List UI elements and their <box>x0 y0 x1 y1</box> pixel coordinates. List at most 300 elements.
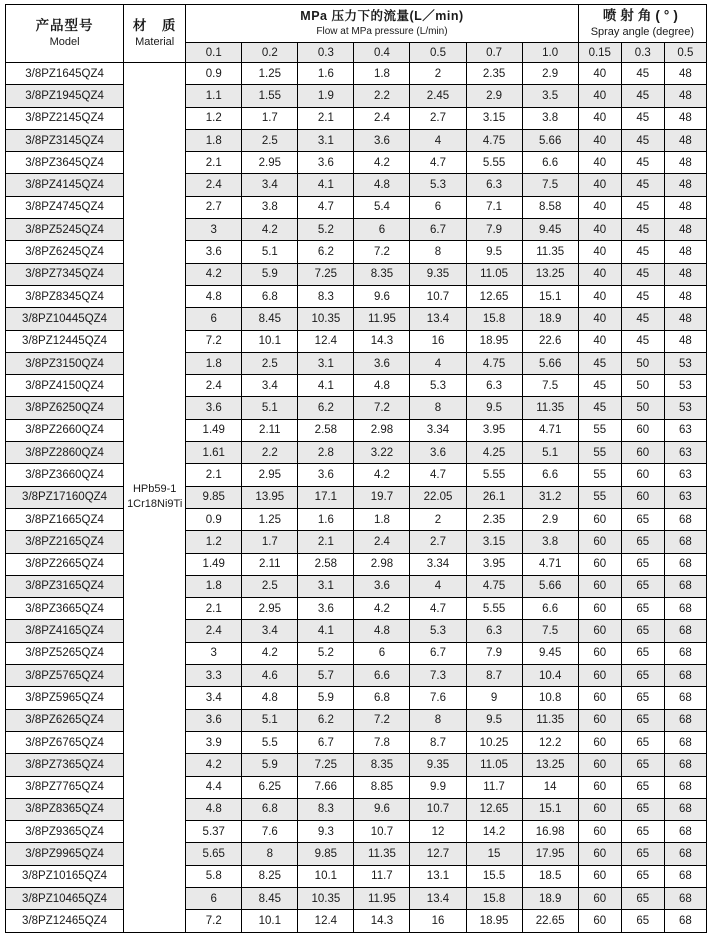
cell-flow: 2.9 <box>522 508 578 530</box>
cell-angle: 40 <box>578 196 621 218</box>
cell-flow: 3.95 <box>466 553 522 575</box>
cell-angle: 65 <box>621 821 664 843</box>
cell-flow: 6 <box>186 308 242 330</box>
cell-flow: 2.35 <box>466 63 522 85</box>
cell-angle: 68 <box>664 709 706 731</box>
cell-angle: 68 <box>664 598 706 620</box>
cell-flow: 10.7 <box>410 285 466 307</box>
cell-flow: 7.2 <box>354 397 410 419</box>
cell-flow: 9.5 <box>466 397 522 419</box>
cell-flow: 6 <box>410 196 466 218</box>
cell-flow: 4.8 <box>186 798 242 820</box>
cell-flow: 8.85 <box>354 776 410 798</box>
cell-flow: 10.7 <box>410 798 466 820</box>
cell-flow: 14.3 <box>354 330 410 352</box>
cell-flow: 9.85 <box>186 486 242 508</box>
cell-flow: 9.45 <box>522 219 578 241</box>
cell-flow: 4.75 <box>466 352 522 374</box>
cell-model: 3/8PZ2660QZ4 <box>6 419 124 441</box>
cell-angle: 60 <box>578 776 621 798</box>
cell-flow: 2.35 <box>466 508 522 530</box>
cell-angle: 65 <box>621 754 664 776</box>
header-angle-en: Spray angle (degree) <box>590 25 695 38</box>
table-row <box>6 263 707 285</box>
cell-angle: 68 <box>664 642 706 664</box>
cell-angle: 40 <box>578 174 621 196</box>
cell-flow: 4.6 <box>242 665 298 687</box>
header-model <box>6 5 124 63</box>
cell-angle: 60 <box>621 419 664 441</box>
cell-flow: 3.3 <box>186 665 242 687</box>
cell-model: 3/8PZ7765QZ4 <box>6 776 124 798</box>
cell-angle: 50 <box>621 375 664 397</box>
cell-flow: 2.95 <box>242 464 298 486</box>
cell-angle: 68 <box>664 553 706 575</box>
cell-flow: 19.7 <box>354 486 410 508</box>
table-row <box>6 731 707 753</box>
cell-flow: 2 <box>410 63 466 85</box>
cell-angle: 63 <box>664 486 706 508</box>
cell-flow: 8.35 <box>354 754 410 776</box>
cell-flow: 15.5 <box>466 865 522 887</box>
header-angle-cn: 喷射角(°) <box>602 7 682 23</box>
cell-flow: 4.7 <box>410 464 466 486</box>
cell-angle: 60 <box>578 843 621 865</box>
cell-angle: 40 <box>578 263 621 285</box>
cell-flow: 2.5 <box>242 352 298 374</box>
cell-angle: 45 <box>621 263 664 285</box>
cell-angle: 40 <box>578 152 621 174</box>
cell-angle: 60 <box>578 665 621 687</box>
table-body <box>6 63 707 933</box>
cell-flow: 3.6 <box>186 397 242 419</box>
header-pressure-4: 0.5 <box>410 43 466 63</box>
cell-flow: 6.8 <box>242 285 298 307</box>
cell-flow: 3.4 <box>242 174 298 196</box>
cell-flow: 11.7 <box>354 865 410 887</box>
cell-flow: 4.2 <box>354 464 410 486</box>
cell-angle: 68 <box>664 865 706 887</box>
cell-flow: 17.1 <box>298 486 354 508</box>
table-row <box>6 352 707 374</box>
cell-angle: 50 <box>621 352 664 374</box>
table-row <box>6 531 707 553</box>
cell-flow: 16 <box>410 910 466 932</box>
cell-flow: 5.37 <box>186 821 242 843</box>
cell-flow: 1.7 <box>242 107 298 129</box>
cell-flow: 9.6 <box>354 798 410 820</box>
cell-flow: 2.1 <box>298 531 354 553</box>
cell-model: 3/8PZ4745QZ4 <box>6 196 124 218</box>
cell-flow: 8 <box>242 843 298 865</box>
cell-angle: 65 <box>621 687 664 709</box>
cell-angle: 45 <box>621 241 664 263</box>
cell-flow: 7.6 <box>242 821 298 843</box>
cell-flow: 18.9 <box>522 887 578 909</box>
cell-angle: 65 <box>621 642 664 664</box>
cell-angle: 48 <box>664 129 706 151</box>
cell-flow: 5.9 <box>298 687 354 709</box>
cell-flow: 5.55 <box>466 152 522 174</box>
cell-model: 3/8PZ1945QZ4 <box>6 85 124 107</box>
cell-angle: 60 <box>578 553 621 575</box>
cell-model: 3/8PZ1645QZ4 <box>6 63 124 85</box>
cell-angle: 48 <box>664 196 706 218</box>
cell-model: 3/8PZ5765QZ4 <box>6 665 124 687</box>
cell-flow: 6.7 <box>410 642 466 664</box>
cell-angle: 55 <box>578 419 621 441</box>
cell-angle: 68 <box>664 821 706 843</box>
cell-flow: 3.1 <box>298 129 354 151</box>
cell-flow: 2.45 <box>410 85 466 107</box>
cell-flow: 2.8 <box>298 442 354 464</box>
cell-flow: 6.8 <box>354 687 410 709</box>
cell-flow: 5.65 <box>186 843 242 865</box>
cell-flow: 4 <box>410 575 466 597</box>
cell-flow: 2.4 <box>354 531 410 553</box>
cell-flow: 6.6 <box>354 665 410 687</box>
cell-angle: 40 <box>578 107 621 129</box>
cell-angle: 68 <box>664 687 706 709</box>
cell-flow: 2.5 <box>242 129 298 151</box>
cell-flow: 8.7 <box>410 731 466 753</box>
cell-angle: 50 <box>621 397 664 419</box>
cell-angle: 48 <box>664 308 706 330</box>
cell-flow: 3.22 <box>354 442 410 464</box>
cell-model: 3/8PZ10165QZ4 <box>6 865 124 887</box>
cell-flow: 13.4 <box>410 308 466 330</box>
cell-model: 3/8PZ10465QZ4 <box>6 887 124 909</box>
cell-angle: 60 <box>578 642 621 664</box>
cell-model: 3/8PZ8365QZ4 <box>6 798 124 820</box>
cell-flow: 4.25 <box>466 442 522 464</box>
cell-flow: 11.35 <box>354 843 410 865</box>
cell-model: 3/8PZ8345QZ4 <box>6 285 124 307</box>
table-row <box>6 687 707 709</box>
cell-flow: 1.25 <box>242 508 298 530</box>
cell-flow: 3.8 <box>522 107 578 129</box>
cell-flow: 4.1 <box>298 375 354 397</box>
cell-angle: 45 <box>621 129 664 151</box>
cell-angle: 60 <box>578 865 621 887</box>
cell-angle: 40 <box>578 241 621 263</box>
cell-flow: 18.95 <box>466 330 522 352</box>
cell-flow: 10.1 <box>298 865 354 887</box>
cell-model: 3/8PZ7365QZ4 <box>6 754 124 776</box>
cell-flow: 3.6 <box>298 598 354 620</box>
cell-model: 3/8PZ6250QZ4 <box>6 397 124 419</box>
cell-angle: 40 <box>578 85 621 107</box>
table-row <box>6 152 707 174</box>
table-header <box>6 5 707 63</box>
cell-flow: 8.3 <box>298 285 354 307</box>
table-row <box>6 508 707 530</box>
cell-angle: 65 <box>621 620 664 642</box>
cell-flow: 15.8 <box>466 308 522 330</box>
cell-flow: 5.1 <box>242 241 298 263</box>
header-pressure-6: 1.0 <box>522 43 578 63</box>
table-row <box>6 375 707 397</box>
cell-flow: 2.1 <box>186 152 242 174</box>
cell-flow: 7.25 <box>298 754 354 776</box>
cell-flow: 6.6 <box>522 152 578 174</box>
cell-flow: 4.2 <box>354 598 410 620</box>
cell-flow: 2.9 <box>466 85 522 107</box>
cell-flow: 12.65 <box>466 285 522 307</box>
header-angle-0: 0.15 <box>578 43 621 63</box>
cell-angle: 45 <box>578 352 621 374</box>
cell-model: 3/8PZ4145QZ4 <box>6 174 124 196</box>
cell-angle: 65 <box>621 731 664 753</box>
cell-flow: 4.8 <box>354 620 410 642</box>
cell-angle: 65 <box>621 665 664 687</box>
cell-angle: 60 <box>621 464 664 486</box>
cell-model: 3/8PZ2665QZ4 <box>6 553 124 575</box>
table-row <box>6 397 707 419</box>
cell-flow: 1.8 <box>186 129 242 151</box>
cell-flow: 7.9 <box>466 219 522 241</box>
cell-flow: 22.05 <box>410 486 466 508</box>
cell-flow: 3.5 <box>522 85 578 107</box>
cell-flow: 3.6 <box>354 575 410 597</box>
cell-angle: 65 <box>621 798 664 820</box>
cell-angle: 60 <box>578 575 621 597</box>
cell-angle: 48 <box>664 219 706 241</box>
cell-angle: 65 <box>621 709 664 731</box>
cell-flow: 4.1 <box>298 620 354 642</box>
table-row <box>6 285 707 307</box>
cell-angle: 68 <box>664 508 706 530</box>
cell-flow: 1.6 <box>298 508 354 530</box>
cell-model: 3/8PZ5245QZ4 <box>6 219 124 241</box>
material-line-2: 1Cr18Ni9Ti <box>127 498 183 511</box>
cell-flow: 1.49 <box>186 419 242 441</box>
cell-angle: 55 <box>578 464 621 486</box>
cell-flow: 1.6 <box>298 63 354 85</box>
cell-angle: 68 <box>664 776 706 798</box>
cell-angle: 65 <box>621 531 664 553</box>
cell-angle: 45 <box>578 397 621 419</box>
cell-flow: 10.35 <box>298 887 354 909</box>
cell-angle: 48 <box>664 63 706 85</box>
cell-flow: 3.4 <box>186 687 242 709</box>
cell-flow: 5.66 <box>522 352 578 374</box>
header-flow-cn: MPa 压力下的流量(L／min) <box>300 8 464 23</box>
cell-flow: 4.2 <box>186 754 242 776</box>
cell-flow: 3.1 <box>298 352 354 374</box>
cell-angle: 68 <box>664 754 706 776</box>
cell-flow: 2.95 <box>242 152 298 174</box>
table-row <box>6 63 707 85</box>
cell-flow: 5.7 <box>298 665 354 687</box>
cell-angle: 60 <box>578 731 621 753</box>
table-row <box>6 620 707 642</box>
cell-flow: 5.66 <box>522 575 578 597</box>
cell-flow: 5.55 <box>466 464 522 486</box>
cell-flow: 2.7 <box>410 107 466 129</box>
cell-material <box>124 63 186 933</box>
cell-angle: 53 <box>664 375 706 397</box>
cell-angle: 48 <box>664 330 706 352</box>
cell-angle: 60 <box>578 508 621 530</box>
cell-flow: 13.95 <box>242 486 298 508</box>
header-material-cn: 材 质 <box>132 17 177 33</box>
cell-flow: 2.7 <box>410 531 466 553</box>
cell-flow: 4.2 <box>354 152 410 174</box>
cell-angle: 60 <box>621 442 664 464</box>
cell-flow: 11.35 <box>522 709 578 731</box>
cell-flow: 2.58 <box>298 419 354 441</box>
cell-flow: 6.7 <box>298 731 354 753</box>
table-row <box>6 843 707 865</box>
cell-flow: 13.25 <box>522 754 578 776</box>
cell-angle: 68 <box>664 887 706 909</box>
cell-flow: 7.9 <box>466 642 522 664</box>
cell-flow: 12 <box>410 821 466 843</box>
cell-angle: 45 <box>621 219 664 241</box>
cell-angle: 48 <box>664 174 706 196</box>
cell-angle: 45 <box>621 330 664 352</box>
cell-model: 3/8PZ6765QZ4 <box>6 731 124 753</box>
cell-model: 3/8PZ2165QZ4 <box>6 531 124 553</box>
table-row <box>6 129 707 151</box>
table-row <box>6 776 707 798</box>
table-row <box>6 798 707 820</box>
cell-flow: 3.4 <box>242 620 298 642</box>
cell-flow: 10.1 <box>242 910 298 932</box>
cell-angle: 45 <box>578 375 621 397</box>
cell-angle: 65 <box>621 865 664 887</box>
cell-angle: 60 <box>578 531 621 553</box>
table-row <box>6 107 707 129</box>
cell-flow: 8 <box>410 397 466 419</box>
cell-angle: 40 <box>578 63 621 85</box>
header-pressure-0: 0.1 <box>186 43 242 63</box>
header-material <box>124 5 186 63</box>
cell-angle: 40 <box>578 219 621 241</box>
cell-flow: 5.1 <box>242 709 298 731</box>
cell-flow: 3.8 <box>522 531 578 553</box>
cell-flow: 2.2 <box>242 442 298 464</box>
cell-flow: 6.2 <box>298 709 354 731</box>
cell-flow: 7.1 <box>466 196 522 218</box>
cell-flow: 2.2 <box>354 85 410 107</box>
cell-flow: 11.95 <box>354 887 410 909</box>
cell-flow: 6.3 <box>466 620 522 642</box>
cell-flow: 8.3 <box>298 798 354 820</box>
cell-flow: 12.2 <box>522 731 578 753</box>
cell-flow: 2.95 <box>242 598 298 620</box>
cell-flow: 7.3 <box>410 665 466 687</box>
cell-angle: 60 <box>621 486 664 508</box>
cell-flow: 7.2 <box>186 330 242 352</box>
cell-angle: 68 <box>664 531 706 553</box>
cell-model: 3/8PZ9365QZ4 <box>6 821 124 843</box>
cell-flow: 4 <box>410 129 466 151</box>
cell-angle: 45 <box>621 196 664 218</box>
cell-angle: 65 <box>621 575 664 597</box>
cell-flow: 13.1 <box>410 865 466 887</box>
cell-angle: 45 <box>621 107 664 129</box>
cell-flow: 8.45 <box>242 887 298 909</box>
cell-angle: 53 <box>664 397 706 419</box>
cell-flow: 4.8 <box>354 174 410 196</box>
cell-model: 3/8PZ3645QZ4 <box>6 152 124 174</box>
cell-flow: 3 <box>186 219 242 241</box>
cell-flow: 7.25 <box>298 263 354 285</box>
cell-model: 3/8PZ7345QZ4 <box>6 263 124 285</box>
cell-flow: 3 <box>186 642 242 664</box>
table-row <box>6 330 707 352</box>
cell-angle: 45 <box>621 152 664 174</box>
cell-flow: 22.65 <box>522 910 578 932</box>
cell-flow: 11.35 <box>522 397 578 419</box>
cell-flow: 11.05 <box>466 263 522 285</box>
cell-angle: 63 <box>664 442 706 464</box>
cell-flow: 13.4 <box>410 887 466 909</box>
table-row <box>6 575 707 597</box>
cell-model: 3/8PZ4150QZ4 <box>6 375 124 397</box>
header-pressure-1: 0.2 <box>242 43 298 63</box>
cell-flow: 17.95 <box>522 843 578 865</box>
cell-angle: 48 <box>664 152 706 174</box>
cell-angle: 60 <box>578 754 621 776</box>
table-row <box>6 598 707 620</box>
cell-flow: 2.9 <box>522 63 578 85</box>
cell-flow: 1.2 <box>186 531 242 553</box>
cell-flow: 1.8 <box>354 508 410 530</box>
cell-flow: 5.66 <box>522 129 578 151</box>
cell-flow: 4.71 <box>522 553 578 575</box>
cell-angle: 65 <box>621 887 664 909</box>
cell-flow: 0.9 <box>186 508 242 530</box>
cell-flow: 4.75 <box>466 575 522 597</box>
table-row <box>6 821 707 843</box>
cell-flow: 10.35 <box>298 308 354 330</box>
cell-flow: 6 <box>186 887 242 909</box>
cell-angle: 63 <box>664 464 706 486</box>
cell-flow: 4.4 <box>186 776 242 798</box>
cell-flow: 1.2 <box>186 107 242 129</box>
cell-flow: 15.1 <box>522 285 578 307</box>
table-row <box>6 419 707 441</box>
cell-flow: 12.7 <box>410 843 466 865</box>
cell-flow: 9.45 <box>522 642 578 664</box>
cell-flow: 8 <box>410 241 466 263</box>
cell-model: 3/8PZ1665QZ4 <box>6 508 124 530</box>
cell-angle: 45 <box>621 85 664 107</box>
table-row <box>6 196 707 218</box>
cell-flow: 5.3 <box>410 375 466 397</box>
cell-angle: 65 <box>621 553 664 575</box>
cell-angle: 63 <box>664 419 706 441</box>
table-row <box>6 754 707 776</box>
cell-flow: 9.5 <box>466 709 522 731</box>
cell-flow: 0.9 <box>186 63 242 85</box>
cell-flow: 11.35 <box>522 241 578 263</box>
cell-flow: 4.7 <box>298 196 354 218</box>
cell-angle: 40 <box>578 330 621 352</box>
cell-flow: 1.49 <box>186 553 242 575</box>
cell-flow: 5.55 <box>466 598 522 620</box>
cell-flow: 10.25 <box>466 731 522 753</box>
cell-angle: 40 <box>578 129 621 151</box>
table-row <box>6 865 707 887</box>
cell-flow: 1.25 <box>242 63 298 85</box>
cell-flow: 14.3 <box>354 910 410 932</box>
cell-angle: 60 <box>578 620 621 642</box>
header-model-cn: 产品型号 <box>35 17 94 33</box>
